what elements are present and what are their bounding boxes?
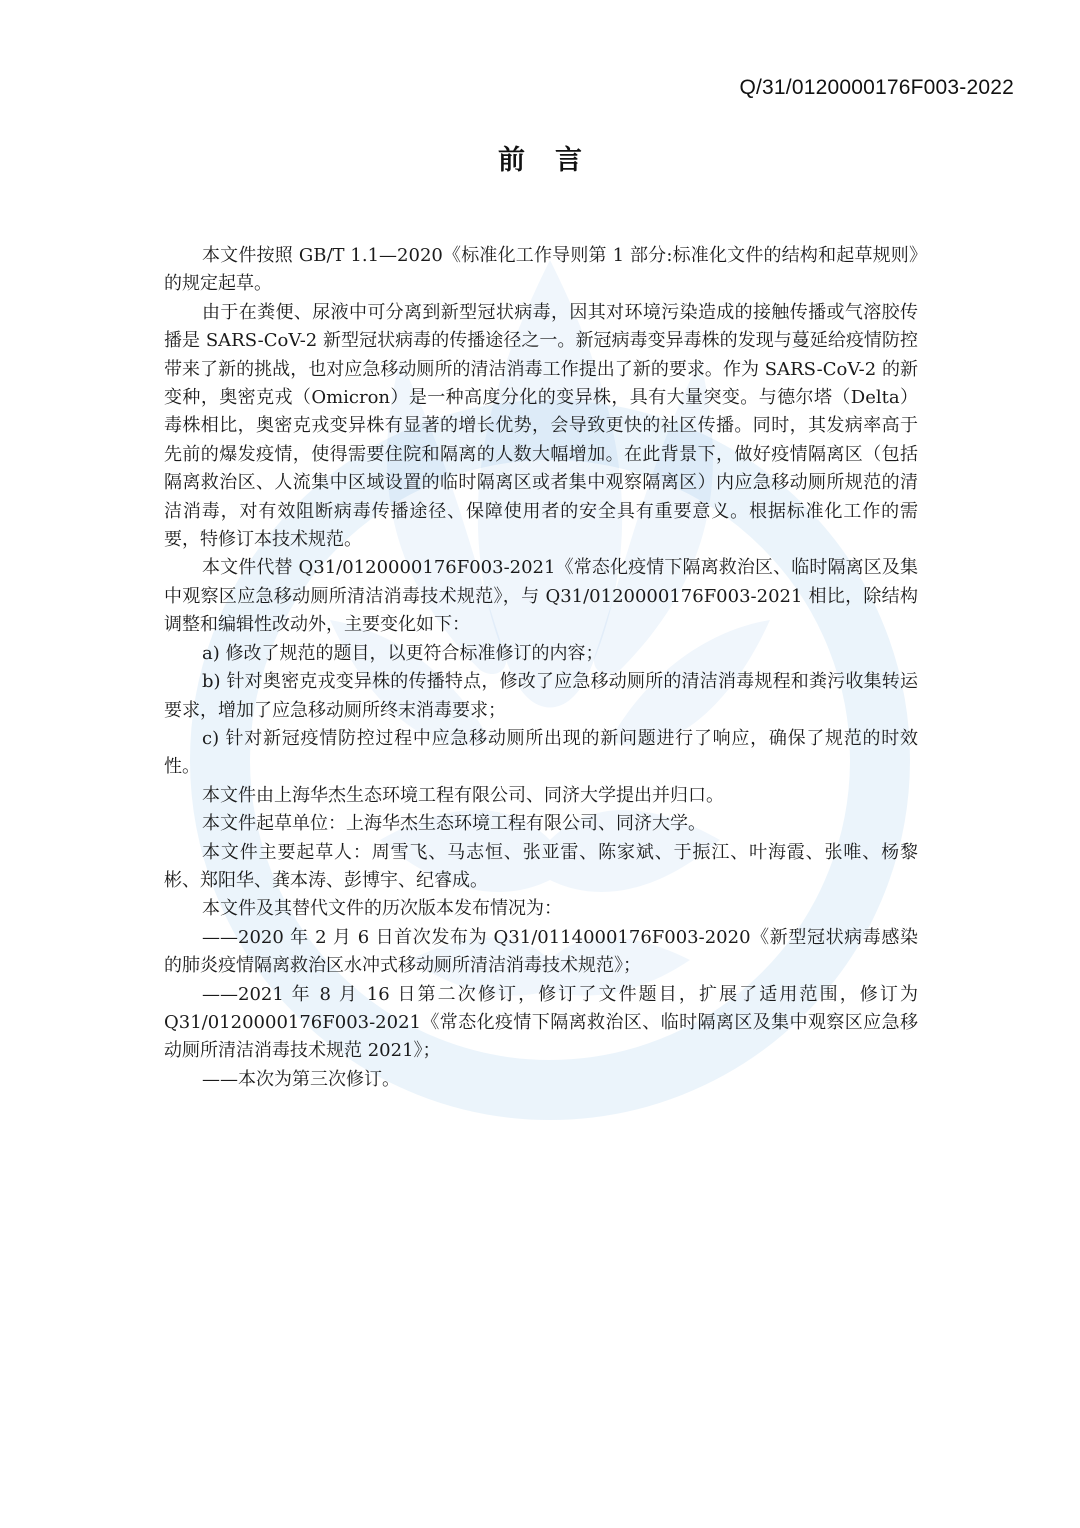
foreword-body: [164, 242, 918, 1094]
paragraph-drafting-units: 本文件起草单位：上海华杰生态环境工程有限公司、同济大学。: [202, 813, 706, 835]
paragraph-drafting-basis: 本文件按照 GB/T 1.1—2020《标准化工作导则第 1 部分:标准化文件的结构和起草规则》的规定起草。: [164, 245, 918, 295]
change-item-c: c) 针对新冠疫情防控过程中应急移动厕所出现的新问题进行了响应，确保了规范的时效性。: [164, 727, 918, 778]
paragraph-proposer: 本文件由上海华杰生态环境工程有限公司、同济大学提出并归口。: [202, 784, 724, 806]
version-history-item-2: ——2021 年 8 月 16 日第二次修订，修订了文件题目，扩展了适用范围，修订为 Q31/0120000176F003-2021《常态化疫情下隔离救治区、临时隔离区及集中观察区应急移动厕所清洁消毒技术规范 2021》；: [164, 983, 918, 1062]
document-code: Q/31/0120000176F003-2022: [739, 76, 1014, 99]
paragraph-background: 由于在粪便、尿液中可分离到新型冠状病毒，因其对环境污染造成的接触传播或气溶胶传播是 SARS-CoV-2 新型冠状病毒的传播途径之一。新冠病毒变异毒株的发现与蔓延给疫情防控带来了新的挑战，也对应急移动厕所的清洁消毒工作提出了新的要求。作为 SARS-CoV-2 的新变种，奥密克戎（Omicron）是一种高度分化的变异株，具有大量突变。与德尔塔（Delta）毒株相比，奥密克戎变异株有显著的增长优势，会导致更快的社区传播。同时，其发病率高于先前的爆发疫情，使得需要住院和隔离的人数大幅增加。在此背景下，做好疫情隔离区（包括隔离救治区、人流集中区域设置的临时隔离区或者集中观察隔离区）内应急移动厕所规范的清洁消毒，对有效阻断病毒传播途径、保障使用者的安全具有重要意义。根据标准化工作的需要，特修订本技术规范。: [164, 301, 918, 551]
version-history-item-3: ——本次为第三次修订。: [202, 1068, 400, 1090]
paragraph-replacement: 本文件代替 Q31/0120000176F003-2021《常态化疫情下隔离救治区、临时隔离区及集中观察区应急移动厕所清洁消毒技术规范》，与 Q31/0120000176F003-2021 相比，除结构调整和编辑性改动外，主要变化如下：: [164, 557, 918, 636]
version-history-item-1: ——2020 年 2 月 6 日首次发布为 Q31/0114000176F003-2020《新型冠状病毒感染的肺炎疫情隔离救治区水冲式移动厕所清洁消毒技术规范》；: [164, 926, 918, 977]
paragraph-version-history-intro: 本文件及其替代文件的历次版本发布情况为：: [202, 898, 562, 920]
change-item-b: b) 针对奥密克戎变异株的传播特点，修改了应急移动厕所的清洁消毒规程和粪污收集转运要求，增加了应急移动厕所终末消毒要求；: [164, 671, 918, 721]
change-item-a: a) 修改了规范的题目，以更符合标准修订的内容；: [202, 642, 604, 664]
page-title: 前言: [498, 145, 612, 176]
paragraph-drafters: 本文件主要起草人：周雪飞、马志恒、张亚雷、陈家斌、于振江、叶海霞、张唯、杨黎彬、郑阳华、龚本涛、彭博宇、纪睿成。: [164, 841, 918, 891]
